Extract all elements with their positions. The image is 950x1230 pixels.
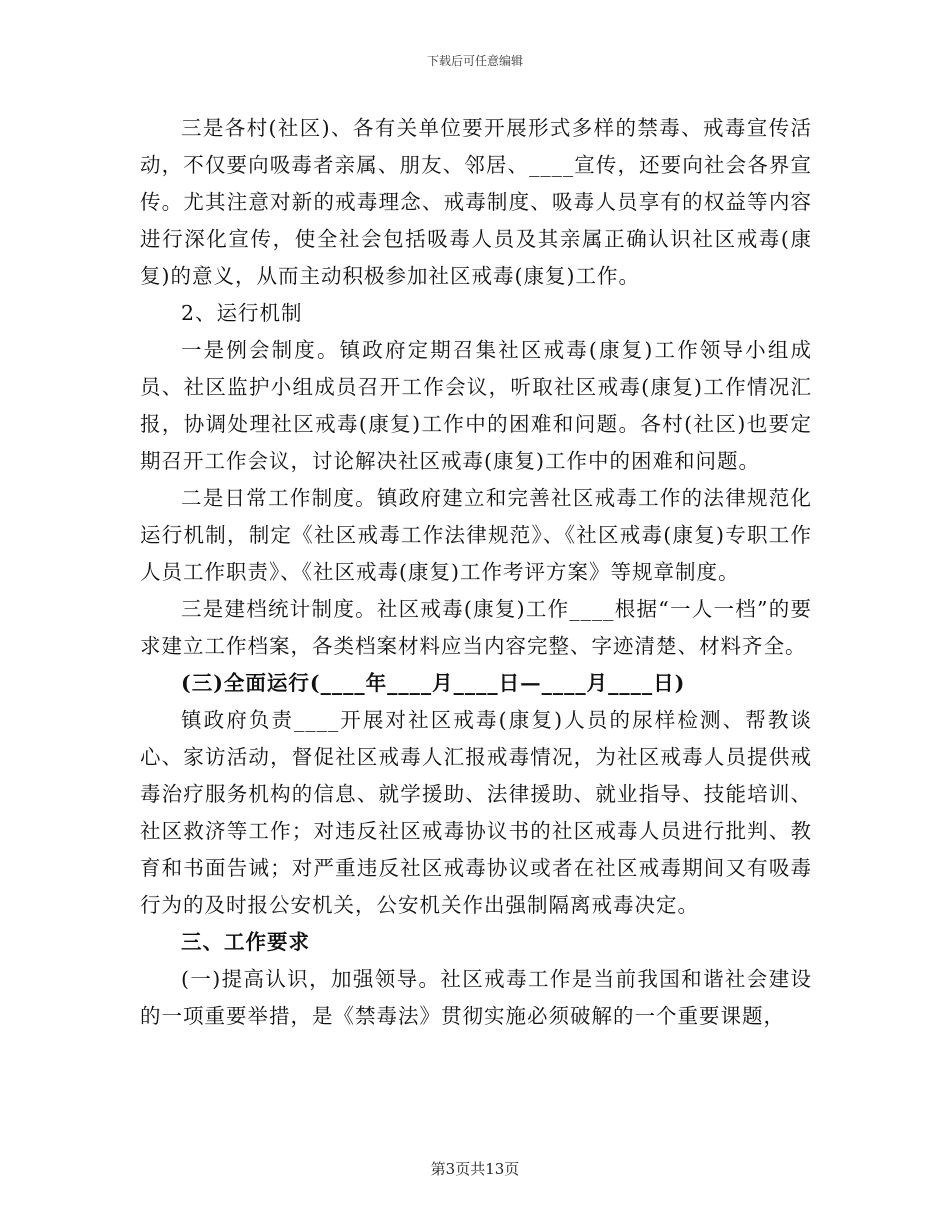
paragraph-daily-work-system: 二是日常工作制度。镇政府建立和完善社区戒毒工作的法律规范化运行机制，制定《社区戒毒工作法律规范》、《社区戒毒(康复)专职工作人员工作职责》、《社区戒毒(康复)工作考评方案》等规章制度。 xyxy=(140,486,812,584)
heading-work-requirements: 三、工作要求 xyxy=(181,930,310,954)
document-body xyxy=(140,110,812,1035)
heading-operating-mechanism: 2、运行机制 xyxy=(181,301,303,325)
paragraph-raise-awareness: (一)提高认识，加强领导。社区戒毒工作是当前我国和谐社会建设的一项重要举措，是《禁毒法》贯彻实施必须破解的一个重要课题， xyxy=(140,967,812,1028)
page-footer: 第3页共13页 xyxy=(430,1160,520,1178)
paragraph-town-government-duties: 镇政府负责____开展对社区戒毒(康复)人员的尿样检测、帮教谈心、家访活动，督促社区戒毒人汇报戒毒情况，为社区戒毒人员提供戒毒治疗服务机构的信息、就学援助、法律援助、就业指导、技能培训、社区救济等工作；对违反社区戒毒协议书的社区戒毒人员进行批判、教育和书面告诫；对严重违反社区戒毒协议或者在社区戒毒期间又有吸毒行为的及时报公安机关，公安机关作出强制隔离戒毒决定。 xyxy=(140,708,812,917)
paragraph-archive-system: 三是建档统计制度。社区戒毒(康复)工作____根据“一人一档”的要求建立工作档案，各类档案材料应当内容完整、字迹清楚、材料齐全。 xyxy=(140,597,812,658)
heading-full-operation: (三)全面运行(____年____月____日—____月____日) xyxy=(181,671,686,695)
paragraph-publicity: 三是各村(社区)、各有关单位要开展形式多样的禁毒、戒毒宣传活动，不仅要向吸毒者亲属、朋友、邻居、____宣传，还要向社会各界宣传。尤其注意对新的戒毒理念、戒毒制度、吸毒人员享有的权益等内容进行深化宣传，使全社会包括吸毒人员及其亲属正确认识社区戒毒(康复)的意义，从而主动积极参加社区戒毒(康复)工作。 xyxy=(140,116,812,288)
page-header: 下载后可任意编辑 xyxy=(426,54,523,68)
paragraph-meeting-system: 一是例会制度。镇政府定期召集社区戒毒(康复)工作领导小组成员、社区监护小组成员召开工作会议，听取社区戒毒(康复)工作情况汇报，协调处理社区戒毒(康复)工作中的困难和问题。各村(社区)也要定期召开工作会议，讨论解决社区戒毒(康复)工作中的困难和问题。 xyxy=(140,338,812,473)
